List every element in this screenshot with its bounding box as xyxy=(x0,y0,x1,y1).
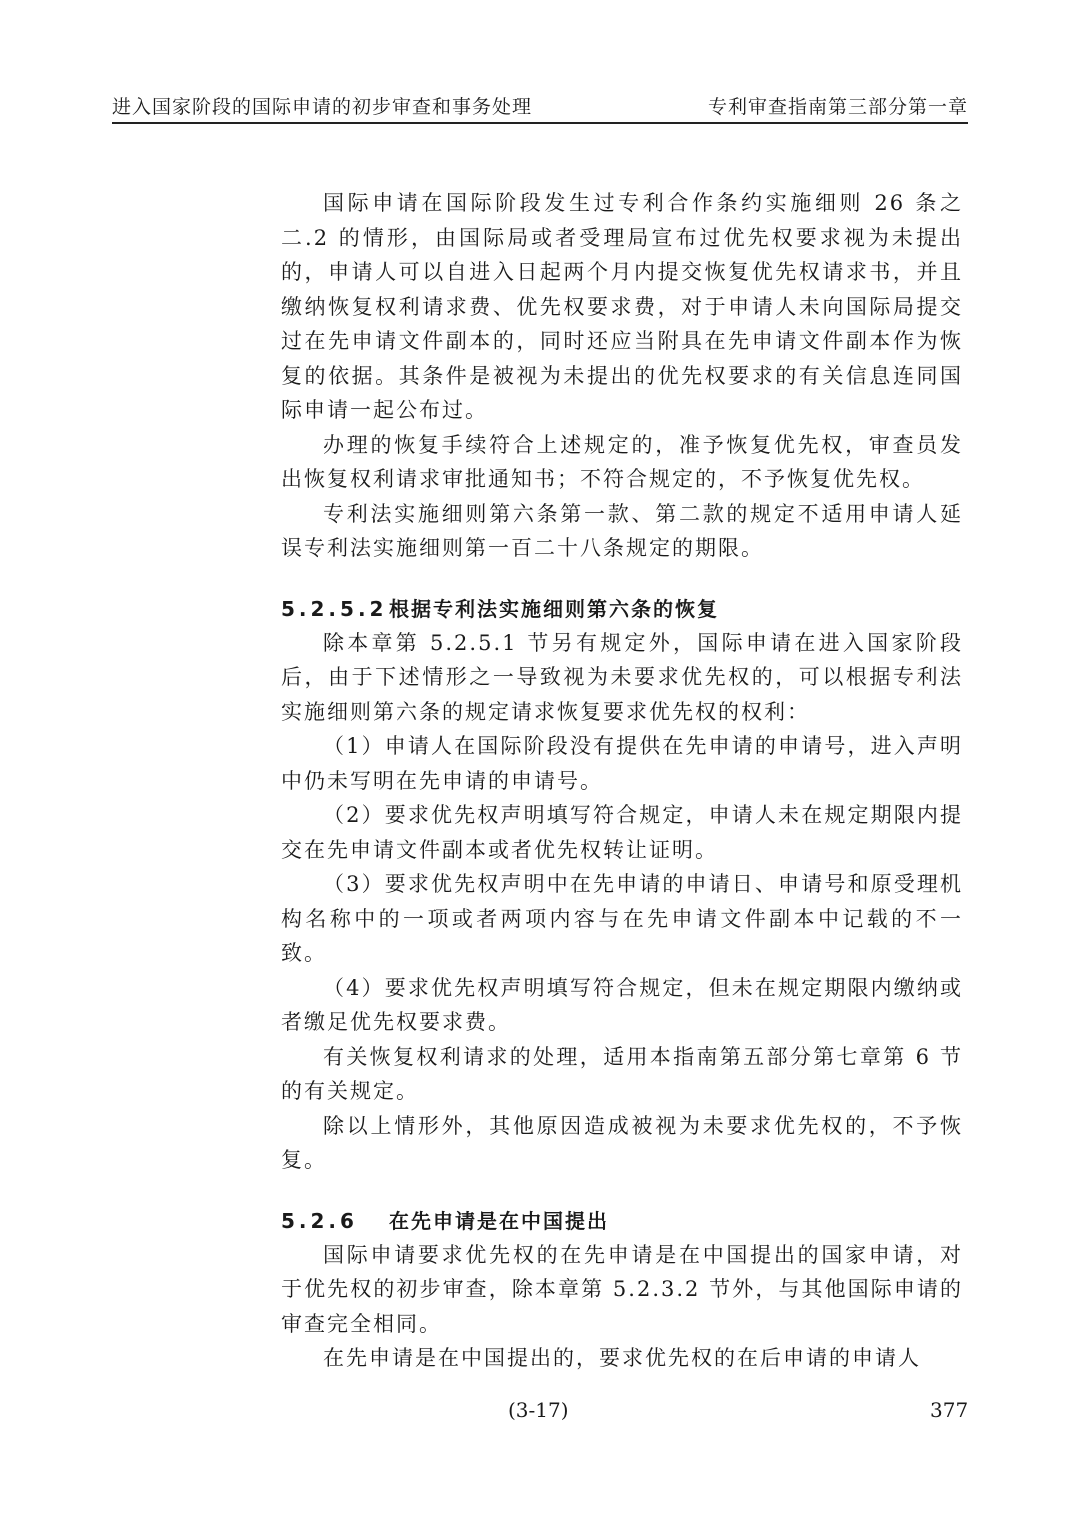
header-guide-part: 专利审查指南第三部分第一章 xyxy=(707,96,968,118)
paragraph: 办理的恢复手续符合上述规定的，准予恢复优先权，审查员发出恢复权利请求审批通知书；不符合规定的，不予恢复优先权。 xyxy=(281,432,963,491)
section-page-code: (3-17) xyxy=(508,1398,569,1422)
paragraph: 国际申请在国际阶段发生过专利合作条约实施细则 26 条之二.2 的情形，由国际局或者受理局宣布过优先权要求视为未提出的，申请人可以自进入日起两个月内提交恢复优先权请求书，并且缴纳恢复权利请求费、优先权要求费，对于申请人未向国际局提交过在先申请文件副本的，同时还应当附具在先申请文件副本作为恢复的依据。其条件是被视为未提出的优先权要求的有关信息连同国际申请一起公布过。 xyxy=(281,191,963,422)
paragraph: 除以上情形外，其他原因造成被视为未要求优先权的，不予恢复。 xyxy=(281,1113,963,1172)
section-title: 根据专利法实施细则第六条的恢复 xyxy=(389,596,719,621)
section-heading-5252 xyxy=(281,592,963,626)
page-footer xyxy=(0,1398,1080,1426)
list-item: （1）申请人在国际阶段没有提供在先申请的申请号，进入声明中仍未写明在先申请的申请号。 xyxy=(281,734,963,793)
paragraph: 除本章第 5.2.5.1 节另有规定外，国际申请在进入国家阶段后，由于下述情形之一导致视为未要求优先权的，可以根据专利法实施细则第六条的规定请求恢复要求优先权的权利： xyxy=(281,630,963,724)
section-heading-526 xyxy=(281,1204,963,1238)
paragraph: 在先申请是在中国提出的，要求优先权的在后申请的申请人 xyxy=(323,1346,921,1370)
paragraph: 国际申请要求优先权的在先申请是在中国提出的国家申请，对于优先权的初步审查，除本章第 5.2.3.2 节外，与其他国际申请的审查完全相同。 xyxy=(281,1242,963,1336)
section-title: 在先申请是在中国提出 xyxy=(389,1208,609,1233)
page-body xyxy=(281,186,963,1376)
section-number: 5.2.6 xyxy=(281,1208,358,1233)
list-item: （3）要求优先权声明中在先申请的申请日、申请号和原受理机构名称中的一项或者两项内容与在先申请文件副本中记载的不一致。 xyxy=(281,872,963,965)
header-chapter-title: 进入国家阶段的国际申请的初步审查和事务处理 xyxy=(112,96,533,118)
list-item: （4）要求优先权声明填写符合规定，但未在规定期限内缴纳或者缴足优先权要求费。 xyxy=(281,975,963,1034)
running-header xyxy=(112,92,968,124)
list-item: （2）要求优先权声明填写符合规定，申请人未在规定期限内提交在先申请文件副本或者优先权转让证明。 xyxy=(281,803,963,862)
paragraph: 有关恢复权利请求的处理，适用本指南第五部分第七章第 6 节的有关规定。 xyxy=(281,1044,963,1103)
paragraph: 专利法实施细则第六条第一款、第二款的规定不适用申请人延误专利法实施细则第一百二十八条规定的期限。 xyxy=(281,501,963,560)
page-number: 377 xyxy=(930,1398,969,1422)
section-number: 5.2.5.2 xyxy=(281,596,388,621)
